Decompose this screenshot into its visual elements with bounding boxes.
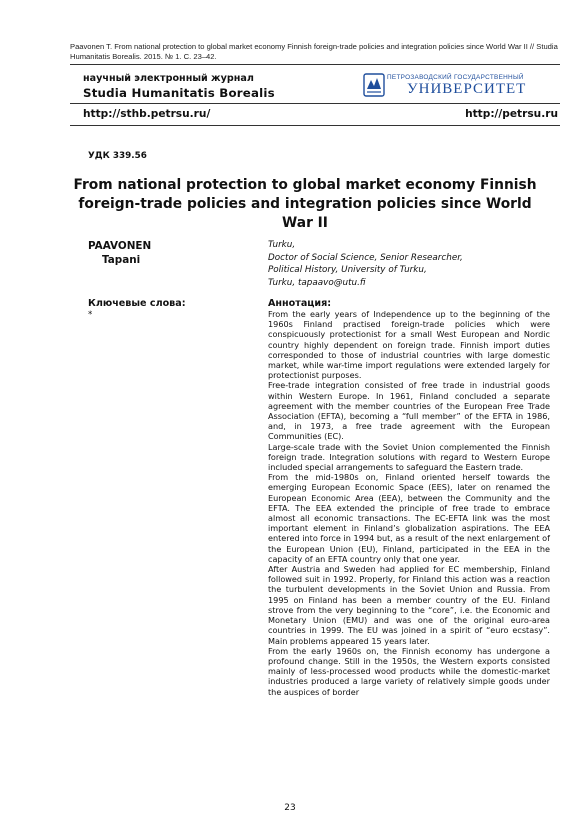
article-title: From national protection to global market economy Finnish foreign-trade policies and integration policies since World War II <box>73 177 537 231</box>
author-given-name: Tapani <box>102 254 141 266</box>
udk-code: УДК 339.56 <box>88 151 147 161</box>
author-affiliation: Turku, Doctor of Social Science, Senior Researcher, Political History, University of Turku, Turku, tapaavo@utu.fi <box>268 240 463 288</box>
university-url-link[interactable]: http://petrsu.ru <box>465 108 558 120</box>
abstract-paragraph: Large-scale trade with the Soviet Union complemented the Finnish foreign trade. Integration solutions with regard to Western Europe included special arrangements to safeguard the Eastern trade. <box>268 441 550 473</box>
journal-name: Studia Humanitatis Borealis <box>83 86 275 100</box>
keywords-heading: Ключевые слова: <box>88 298 186 309</box>
abstract-paragraph: From the early 1960s on, the Finnish economy has undergone a profound change. Still in the 1950s, the Western exports consisted mainly of less-processed wood products while the domestic-market industries produced a large variety of relatively simple goods under the auspices of border <box>268 645 550 697</box>
abstract-paragraph: From the mid-1980s on, Finland oriented herself towards the emerging European Economic Space (EES), later on renamed the European Economic Area (EEA), between the Community and the EFTA. The EEA extended the principle of free trade to embrace almost all economic transactions. The EC-EFTA link was the most important element in Finland’s globalization aspirations. The EEA entered into force in 1994 but, as a result of the next enlargement of the European Union (EU), Finland, participated in the EEA in the capacity of an EFTA country only that one year. <box>268 472 550 564</box>
logo-line-1: ПЕТРОЗАВОДСКИЙ ГОСУДАРСТВЕННЫЙ <box>387 74 524 81</box>
university-logo <box>363 72 560 100</box>
logo-line-2: УНИВЕРСИТЕТ <box>407 81 527 97</box>
journal-divider <box>70 103 560 104</box>
citation-line: Paavonen T. From national protection to global market economy Finnish foreign-trade policies and integration policies since World War II // Studia Humanitatis Borealis. 2015. № 1. С. 23–42. <box>70 42 558 62</box>
journal-subtitle: научный электронный журнал <box>83 73 254 84</box>
page-number: 23 <box>284 803 296 813</box>
abstract-paragraph: Free-trade integration consisted of free trade in industrial goods within Western Europe. In 1961, Finland concluded a separate agreement with the member countries of the European Free Trade Association (EFTA), becoming a “full member” of the EFTA in 1986, and, in 1973, a free trade agreement with the European Communities (EC). <box>268 380 550 442</box>
abstract-paragraph: From the early years of Independence up to the beginning of the 1960s Finland practised foreign-trade policies which were conspicuously protectionist for a small West European and Nordic country highly dependent on foreign trade. Finnish import duties corresponded to those of industrial countries with large domestic market, while war-time import regulations were extended largely for protectionist purposes. <box>268 309 550 381</box>
author-surname: PAAVONEN <box>88 240 152 252</box>
abstract-paragraph: After Austria and Sweden had applied for EC membership, Finland followed suit in 1992. Properly, for Finland this action was a reaction the turbulent developments in the Soviet Union and Russia. From 1995 on Finland has been a member country of the EU. Finland strove from the very beginning to the “core”, i.e. the Economic and Monetary Union (EMU) and was one of the original euro-area countries in 1999. The EU was joined in a spirit of “euro ecstasy”. Main problems appeared 15 years later. <box>268 564 550 646</box>
header-divider <box>70 64 560 65</box>
abstract-body <box>268 309 550 697</box>
journal-url-link[interactable]: http://sthb.petrsu.ru/ <box>83 108 211 120</box>
abstract-heading: Аннотация: <box>268 298 332 309</box>
url-divider <box>70 125 560 126</box>
keywords-value: * <box>88 310 93 320</box>
